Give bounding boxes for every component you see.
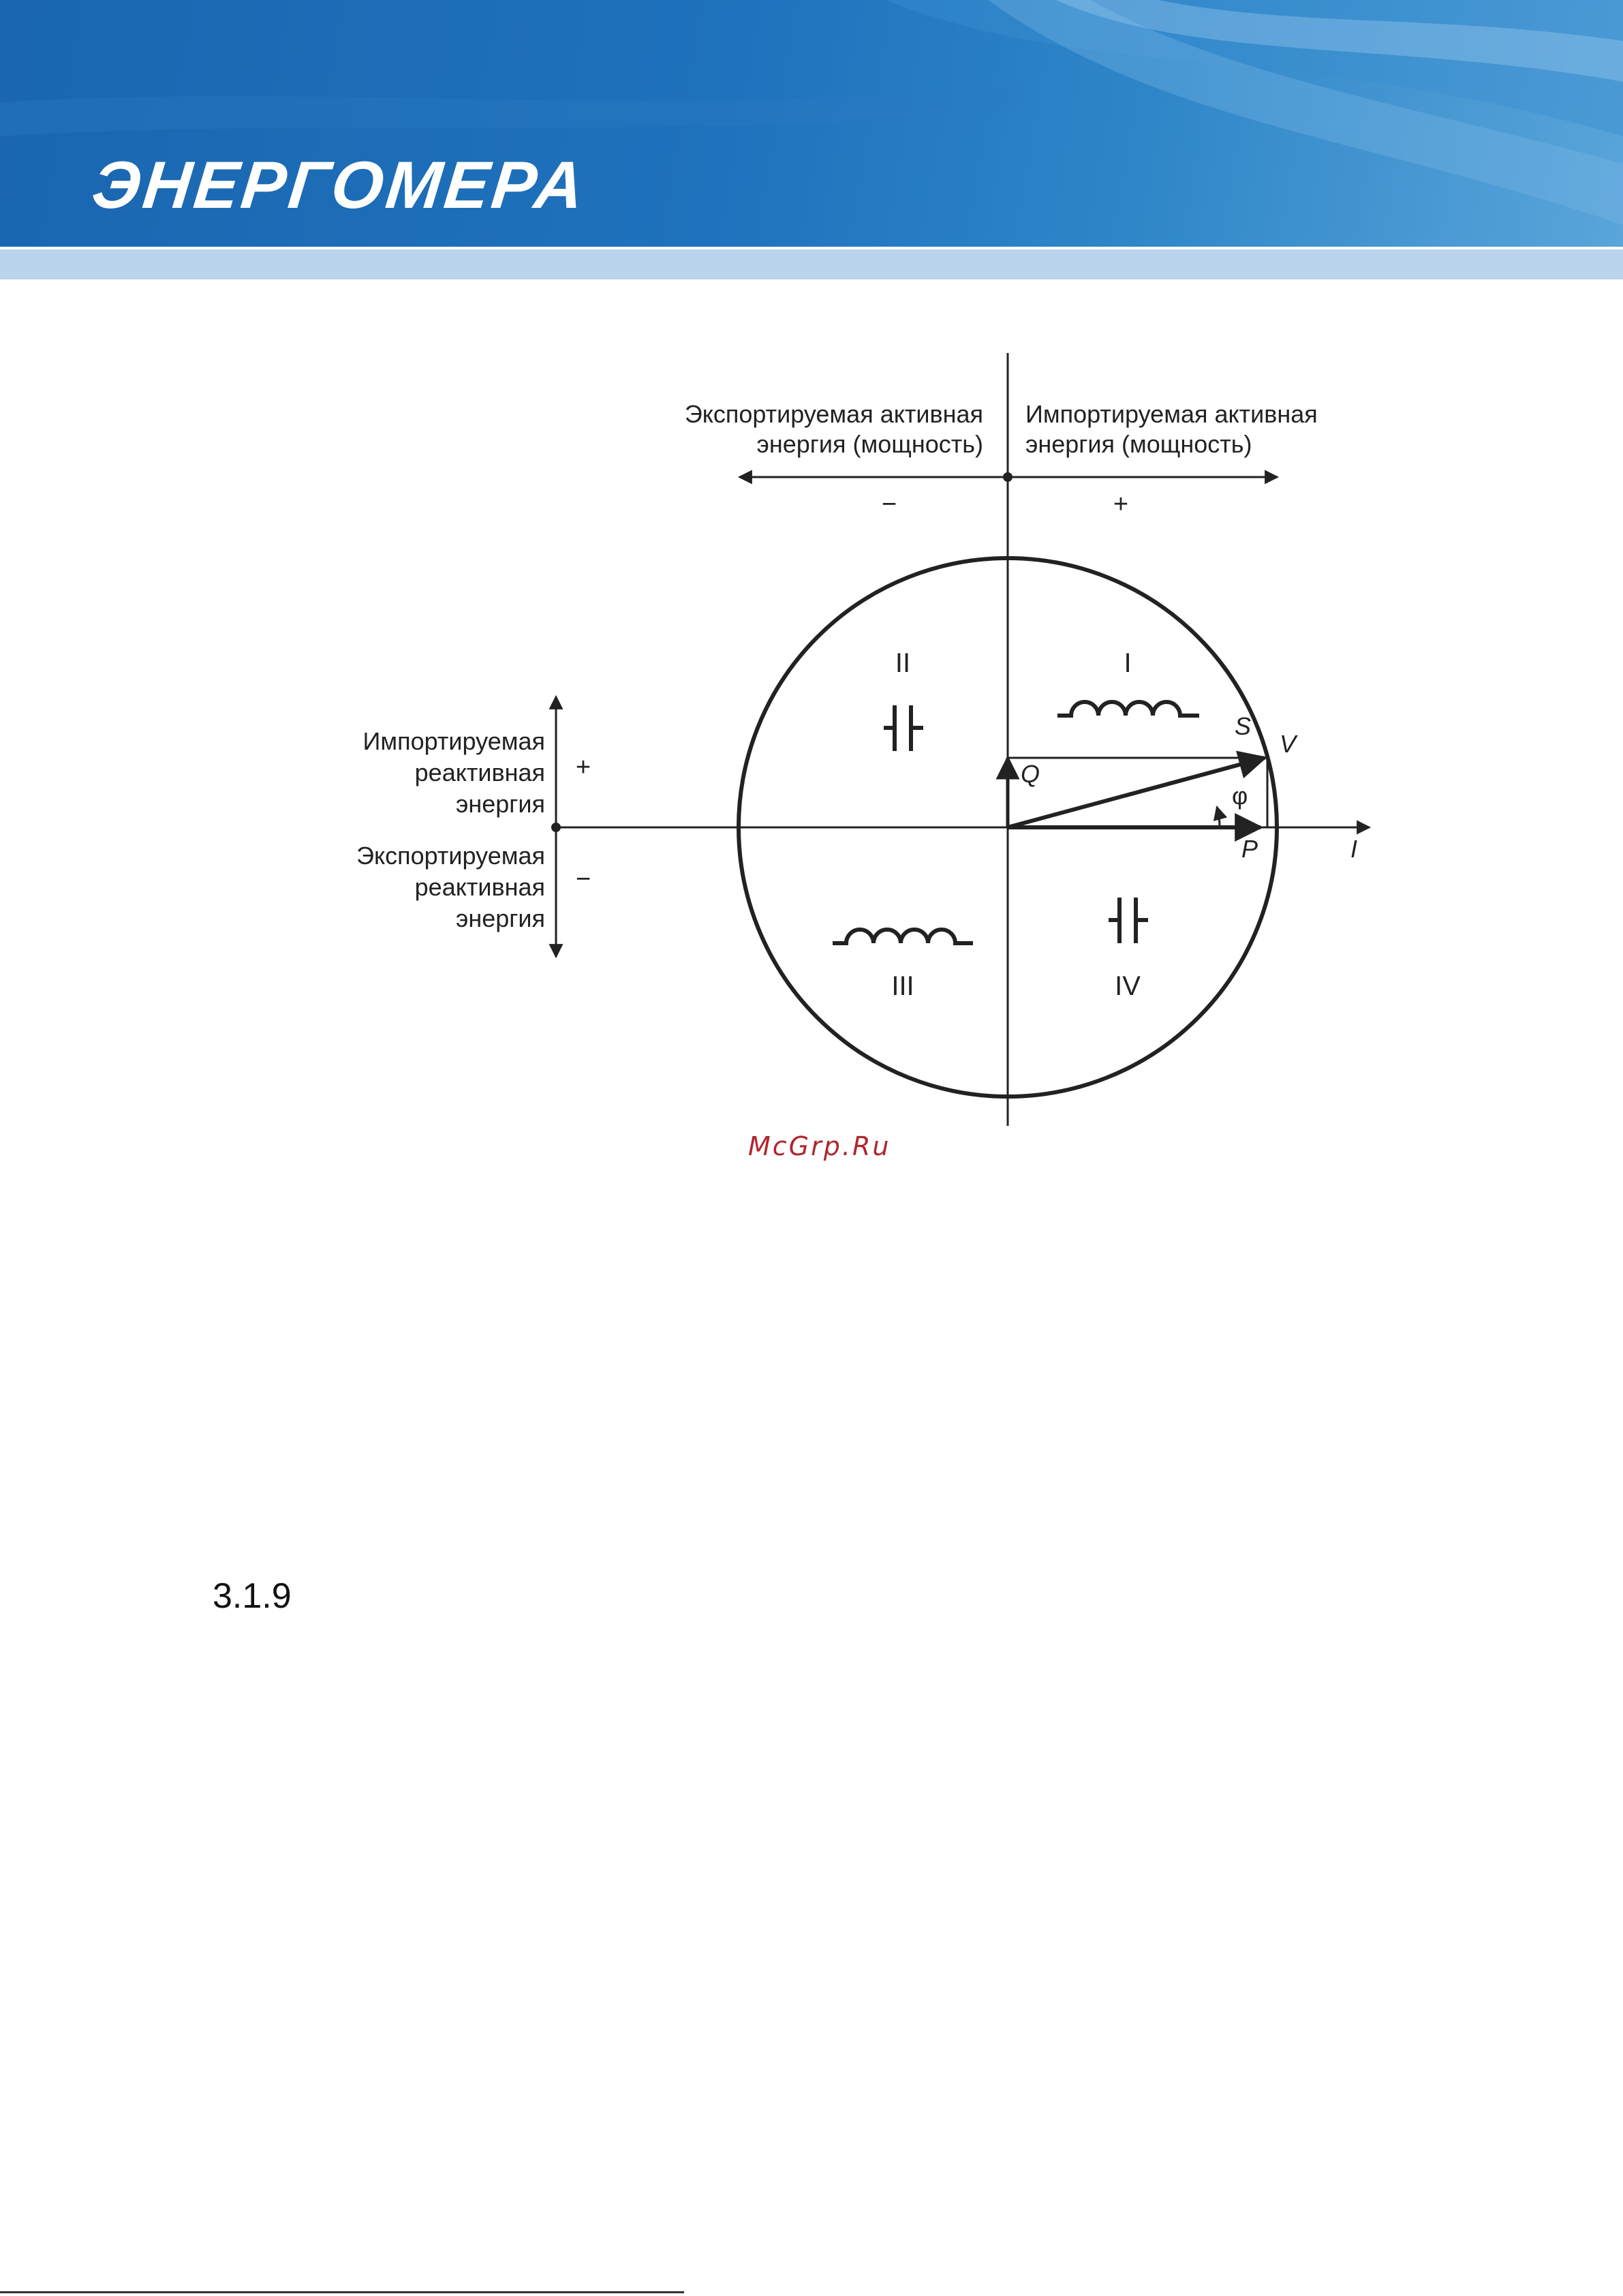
reactive-import-label-line3: энергия — [455, 790, 545, 818]
footnote-divider — [0, 2291, 684, 2293]
capacitor-icon-quadrant-4 — [1109, 898, 1148, 943]
section-number: 3.1.9 — [213, 1576, 292, 1616]
quadrant-3-label: III — [891, 971, 914, 1001]
active-minus-sign: − — [881, 490, 897, 519]
inductor-icon-quadrant-1 — [1057, 702, 1199, 716]
reactive-minus-sign: − — [575, 865, 591, 893]
p-label: P — [1241, 835, 1258, 863]
phi-angle-arc — [1217, 807, 1220, 827]
reactive-import-label-line2: реактивная — [414, 759, 545, 786]
capacitor-icon-quadrant-2 — [884, 705, 923, 751]
watermark: McGrp.Ru — [748, 1131, 891, 1161]
brand-logo: ЭНЕРГОМЕРА — [89, 147, 590, 222]
reactive-export-label-line2: реактивная — [414, 873, 545, 901]
q-label: Q — [1021, 760, 1040, 788]
reactive-plus-sign: + — [575, 753, 591, 782]
quadrant-2-label: II — [895, 648, 911, 678]
inductor-icon-quadrant-3 — [833, 930, 973, 943]
active-axis-dot — [1003, 472, 1013, 482]
active-export-label-line1: Экспортируемая активная — [684, 400, 983, 428]
active-plus-sign: + — [1113, 490, 1129, 519]
s-label: S — [1235, 712, 1252, 740]
reactive-export-label-line1: Экспортируемая — [356, 842, 545, 870]
power-quadrant-diagram — [0, 0, 1623, 1145]
reactive-export-label-line3: энергия — [455, 904, 545, 932]
active-import-label-line2: энергия (мощность) — [1025, 430, 1252, 458]
phi-label: φ — [1232, 782, 1248, 810]
quadrant-1-label: I — [1124, 648, 1132, 678]
v-label: V — [1280, 730, 1297, 758]
active-export-label-line2: энергия (мощность) — [756, 430, 983, 458]
active-import-label-line1: Импортируемая активная — [1025, 400, 1318, 428]
quadrant-4-label: IV — [1115, 971, 1141, 1001]
reactive-import-label-line1: Импортируемая — [362, 727, 545, 755]
s-vector — [1008, 758, 1265, 827]
i-label: I — [1350, 835, 1358, 863]
